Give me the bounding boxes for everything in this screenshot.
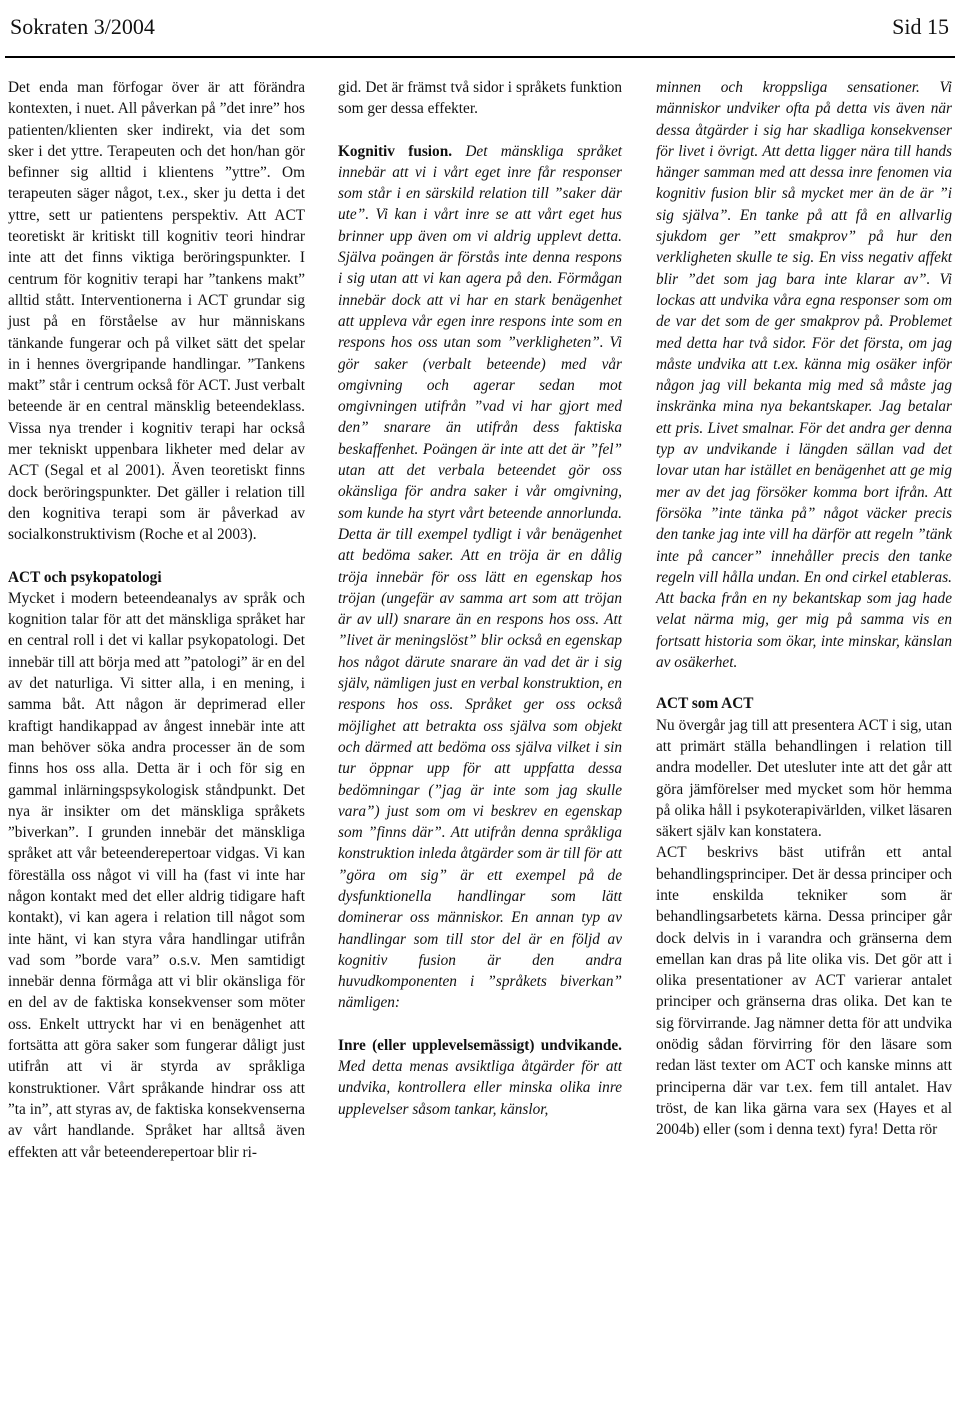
paragraph: Nu övergår jag till att presentera ACT i sig, utan att primärt ställa behandlingen i relation till andra modeller. Det utesluter inte att det går att göra jämförelser med mycket som hör hemma på olika håll i psykoterapivärlden, vilket läsaren säkert själv kan konstatera. <box>656 716 952 841</box>
page-number: Sid 15 <box>892 14 949 39</box>
column-3 <box>656 77 952 1141</box>
column-2 <box>338 77 622 1120</box>
paragraph: gid. Det är främst två sidor i språkets funktion som ger dessa effekter. <box>338 79 622 118</box>
inline-heading: Kognitiv fusion. <box>338 142 453 160</box>
inline-heading: Inre (eller upplevelsemässigt) undvikande. <box>338 1036 622 1054</box>
section-heading: ACT som ACT <box>656 695 754 713</box>
journal-title: Sokraten 3/2004 <box>10 14 155 39</box>
page-header <box>5 6 955 58</box>
paragraph-text: Det mänskliga språket innebär att vi i vårt eget inre får responser som står i en särskild relation till ”saker där ute”. Vi kan i vårt inre se att vårt eget hus brinner upp även om vi aldrig upplevt detta. Själva poängen är förstås inte denna respons i sig utan att vi kan agera på den. Förmågan innebär dock att vi har en stark benägenhet att uppleva vår egen inre respons inte som en respons hos oss utan som ”verkligheten”. Vi gör saker (verbalt beteende) med vår omgivning och agerar sedan mot omgivningen utifrån ”vad vi har gjort med den” snarare än utifrån dess faktiska beskaffenhet. Poängen är inte att det är ”fel” utan att det verbala beteendet gör oss okänsliga för andra saker i vår omgivning, som kunde ha styrt vårt beteende annorlunda. Detta är till exempel tydligt i vår benägenhet att bedöma saker. Att en tröja är en dålig tröja innebär för oss lätt en egenskap hos tröjan (ungefär av samma art som att tröjan är av ull) snarare än en respons hos oss. Att ”livet är meningslöst” blir också en egenskap hos något därute snarare än vad det är i sig själv, nämligen just en verbal konstruktion, en respons hos oss. Språket ger oss också möjlighet att betrakta oss själva som objekt och därmed att bedöma oss själva vilket i sin tur öppnar upp för att uppfatta dessa bedömningar (”jag är inte som jag skulle vara”) just som om vi beskrev en egenskap som ”finns där”. Att utifrån denna språkliga konstruktion inleda åtgärder som är till för att ”göra om sig” är ett exempel på de dysfunktionella handlingar som lätt dominerar oss människor. En annan typ av handlingar som till stor del är en följd av kognitiv fusion är den andra huvudkomponenten i ”språkets biverkan” nämligen: <box>338 142 622 1012</box>
paragraph <box>338 1035 622 1120</box>
column-1 <box>8 77 305 1163</box>
section-heading: ACT och psykopatologi <box>8 568 162 586</box>
paragraph: Det enda man förfogar över är att förändra kontexten, i nuet. All påverkan på ”det inre” hos patienten/klienten sker indirekt, via det som sker i det yttre. Terapeuten och det hon/han gör befinner sig alltid i klientens ”yttre”. Om terapeuten säger något, t.ex., sker ju detta i det yttre, sett ur patientens perspektiv. Att ACT teoretiskt är kritiskt till kognitiv teori hindrar inte att det finns viktiga beröringspunkter. I centrum för kognitiv terapi har ”tankens makt” alltid stått. Interventionerna i ACT grundar sig just på en förståelse av hur människans tänkande fungerar och på vilket sätt det spelar in i hennes övergripande handlingar. ”Tankens makt” står i centrum också för ACT. Just verbalt beteende är en central mänsklig beteendeklass. Vissa nya trender i kognitiv terapi har också mer tekniskt uppenbara likheter med delar av ACT (Segal et al 2001). Även teoretiskt finns dock beröringspunkter. Det gäller i relation till den kognitiva terapi som är påverkad av socialkonstruktivism (Roche et al 2003). <box>8 79 305 544</box>
paragraph: Mycket i modern beteendeanalys av språk och kognition talar för att det mänskliga språket har en central roll i det vi kallar psykopatologi. Det innebär till att börja med att ”patologi” är en del av det naturliga. Vi sitter alla, i en mening, i samma båt. Att någon är deprimerad eller kraftigt handikappad av ångest innebär inte att man behöver söka andra processer än de som finns hos oss alla. Detta är i och för sig en gammal inlärningspsykologisk ståndpunkt. Det nya är insikter om det mänskliga språkets ”biverkan”. I grunden innebär det mänskliga språket att vår beteenderepertoar vidgas. Vi kan föreställa oss något vi vill ha (fast vi inte har någon kontakt med det eller aldrig tidigare haft kontakt), vi kan agera i relation till något som inte hänt, vi kan styra våra handlingar utifrån vad som ”borde vara” o.s.v. Men samtidigt innebär denna förmåga att vi blir okänsliga för en del av de faktiska konsekvenser som möter oss. Enkelt uttryckt har vi en benägenhet att fortsätta att göra saker som fungerar dåligt just utifrån att vi är styrda av språkliga konstruktioner. Vårt språkande hindrar oss att ”ta in”, att styras av, de faktiska konsekvenserna av vårt handlande. Språket har alltså även effekten att vår beteenderepertoar blir ri- <box>8 589 305 1161</box>
paragraph: minnen och kroppsliga sensationer. Vi människor undviker ofta på detta vis även när dessa åtgärder i sig har skadliga konsekvenser för livet i övrigt. Att detta ligger nära till hands hänger samman med att dessa inre fenomen via kognitiv fusion blir så mycket mer än de är ”i sig själva”. En tanke på att få en allvarlig sjukdom ger ”ett smakprov” på hur den verkligheten skulle te sig. En viss negativ affekt blir ”det som jag bara inte klarar av”. Vi lockas att undvika våra egna responser som om de var det som de ger smakprov på. Problemet med detta har två sidor. För det första, om jag måste undvika att t.ex. känna mig osäker inför någon jag vill bekanta mig med så måste jag inskränka mina nya bekantskaper. Jag betalar ett pris. Livet smalnar. För det andra ger denna typ av undvikande i längden sällan vad det lovar utan har istället en benägenhet att ge mig mer av det jag försöker komma bort ifrån. Att försöka ”inte tänka på” något väcker precis den tanke jag inte vill ha därför att regeln ”tänk inte på cancer” innehåller precis den tanke regeln vill hålla undan. En ond cirkel etableras. Att backa från en ny bekantskap som jag hade velat närma mig, ger mig på samma vis en fortsatt historia som ökar, inte minskar, känslan av osäkerhet. <box>656 79 952 672</box>
paragraph-text: Med detta menas avsiktliga åtgärder för att undvika, kontrollera eller minska olika inre upplevelser såsom tankar, känslor, <box>338 1058 622 1118</box>
paragraph <box>338 141 622 1014</box>
paragraph: ACT beskrivs bäst utifrån ett antal behandlingsprinciper. Det är dessa principer och inte enskilda tekniker som är behandlingsarbetets kärna. Dessa principer går dock delvis in i varandra och gränserna dem emellan kan dras på lite olika vis. Det gör att i olika presentationer av ACT varierar antalet principer och gränserna dras olika. Det kan te sig förvirrande. Jag nämner detta för att undvika onödig sådan förvirring för den läsare som redan läst texter om ACT och kanske minns att principerna där var t.ex. fem till antalet. Hav tröst, de kan lika gärna vara sex (Hayes et al 2004b) eller (som i denna text) fyra! Detta rör <box>656 844 952 1139</box>
